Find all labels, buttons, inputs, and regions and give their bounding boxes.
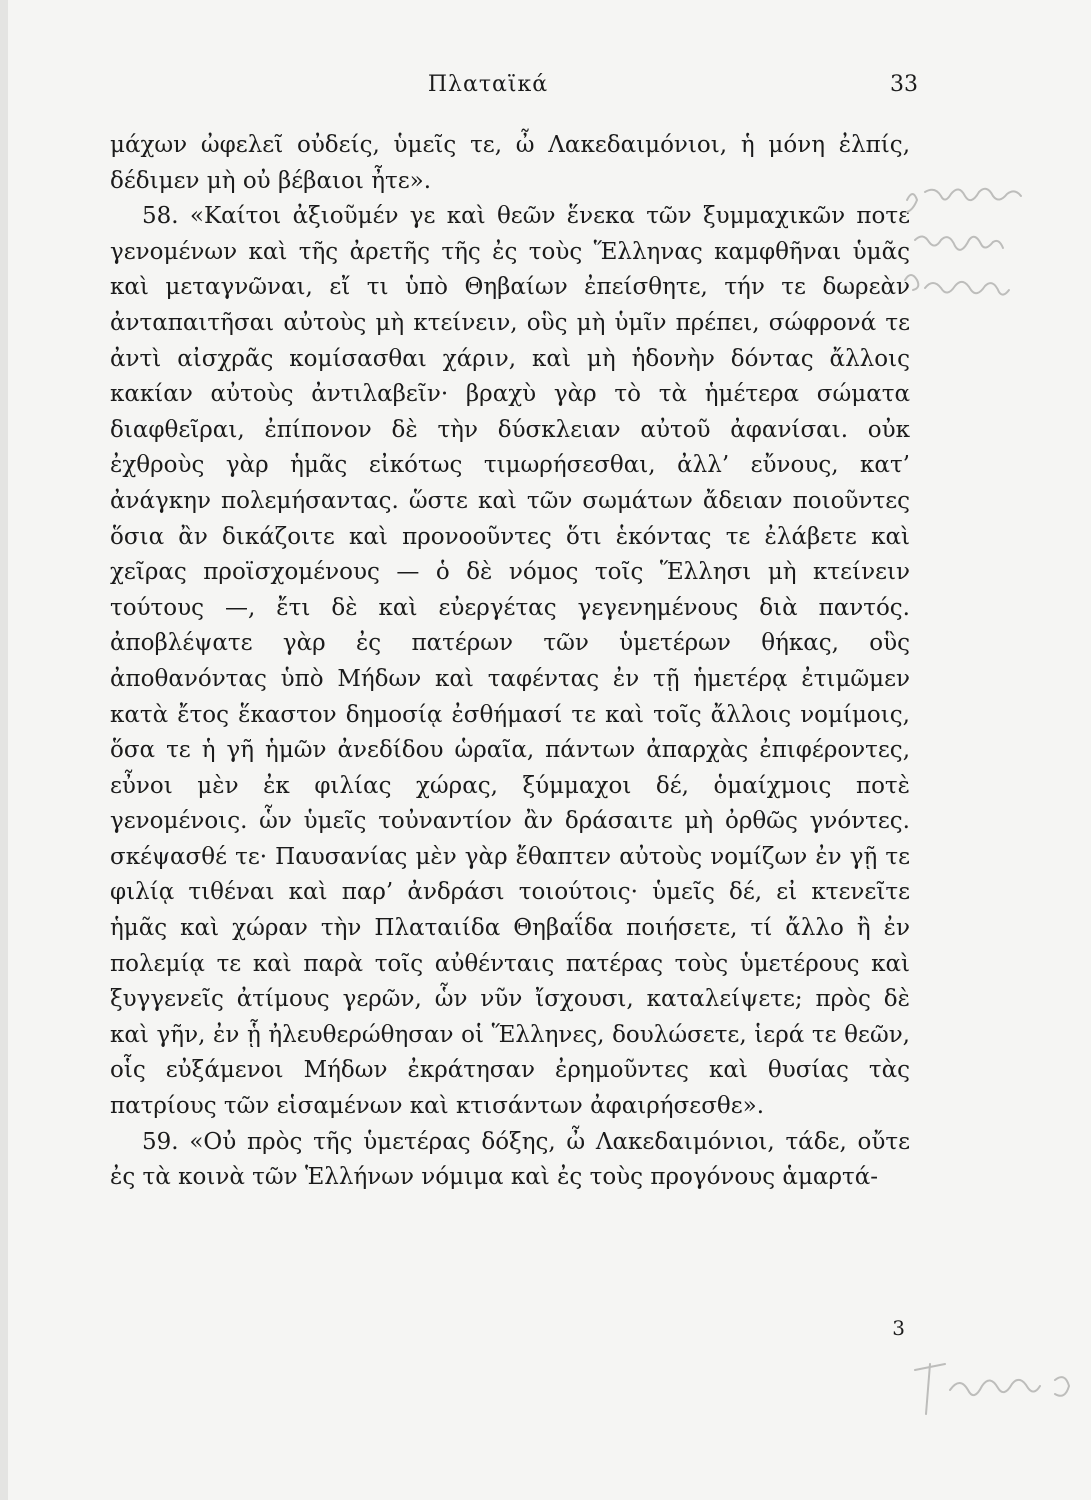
paragraph-58: 58. «Καίτοι ἀξιοῦμέν γε καὶ θεῶν ἕνεκα τῶν ξυμμαχικῶν ποτε γενομένων καὶ τῆς ἀρετῆς τῆς ἐς τοὺς Ἕλληνας καμφθῆναι ὑμᾶς καὶ μεταγνῶναι, εἴ τι ὑπὸ Θηβαίων ἐπείσθητε, τήν τε δωρεὰν ἀνταπαιτῆσαι αὐτοὺς μὴ κτείνειν, οὓς μὴ ὑμῖν πρέπει, σώφρονά τε ἀντὶ αἰσχρᾶς κομίσασθαι χάριν, καὶ μὴ ἡδονὴν δόντας ἄλλοις κακίαν αὐτοὺς ἀντιλαβεῖν· βραχὺ γὰρ τὸ τὰ ἡμέτερα σώματα διαφθεῖραι, ἐπίπονον δὲ τὴν δύσκλειαν αὐτοῦ ἀφανίσαι. οὐκ ἐχθροὺς γὰρ ἡμᾶς εἰκότως τιμωρήσεσθαι, ἀλλ’ εὔνους, κατ’ ἀνάγκην πολεμήσαντας. ὥστε καὶ τῶν σωμάτων ἄδειαν ποιοῦντες ὅσια ἂν δικάζοιτε καὶ προνοοῦντες ὅτι ἑκόντας τε ἐλάβετε καὶ χεῖρας προϊσχομένους — ὁ δὲ νόμος τοῖς Ἕλλησι μὴ κτείνειν τούτους —, ἔτι δὲ καὶ εὐεργέτας γεγενημένους διὰ παντός. ἀποβλέψατε γὰρ ἐς πατέρων τῶν ὑμετέρων θήκας, οὓς ἀποθανόντας ὑπὸ Μήδων καὶ ταφέντας ἐν τῇ ἡμετέρᾳ ἐτιμῶμεν κατὰ ἔτος ἕκαστον δημοσίᾳ ἐσθήμασί τε καὶ τοῖς ἄλλοις νομίμοις, ὅσα τε ἡ γῆ ἡμῶν ἀνεδίδου ὡραῖα, πάντων ἀπαρχὰς ἐπιφέροντες, εὖνοι μὲν ἐκ φιλίας χώρας, ξύμμαχοι δέ, ὁμαίχμοις ποτὲ γενομένοις. ὧν ὑμεῖς τοὐναντίον ἂν δράσαιτε μὴ ὀρθῶς γνόντες. σκέψασθέ τε· Παυσανίας μὲν γὰρ ἔθαπτεν αὐτοὺς νομίζων ἐν γῇ τε φιλίᾳ τιθέναι καὶ παρ’ ἀνδράσι τοιούτοις· ὑμεῖς δέ, εἰ κτενεῖτε ἡμᾶς καὶ χώραν τὴν Πλαταιίδα Θηβαΐδα ποιήσετε, τί ἄλλο ἢ ἐν πολεμίᾳ τε καὶ παρὰ τοῖς αὐθένταις πατέρας τοὺς ὑμετέρους καὶ ξυγγενεῖς ἀτίμους γερῶν, ὧν νῦν ἴσχουσι, καταλείψετε; πρὸς δὲ καὶ γῆν, ἐν ᾗ ἠλευθερώθησαν οἱ Ἕλληνες, δουλώσετε, ἱερά τε θεῶν, οἷς εὐξάμενοι Μήδων ἐκράτησαν ἐρημοῦντες καὶ θυσίας τὰς πατρίους τῶν εἱσαμένων καὶ κτισάντων ἀφαιρήσεσθε». — [110, 203, 910, 1120]
page-gutter — [0, 0, 8, 1500]
main-text — [110, 128, 910, 1196]
running-head-title: Πλαταϊκά — [427, 72, 549, 97]
handwritten-marginalia-bottom — [905, 1350, 1085, 1440]
paragraph-continuation: μάχων ὠφελεῖ οὐδείς, ὑμεῖς τε, ὦ Λακεδαιμόνιοι, ἡ μόνη ἐλπίς, δέδιμεν μὴ οὐ βέβαιοι ἦτε». — [110, 132, 910, 194]
handwritten-marginalia-top — [895, 170, 1075, 340]
page-number: 33 — [890, 72, 918, 97]
signature-mark: 3 — [892, 1316, 905, 1340]
paragraph-59: 59. «Οὐ πρὸς τῆς ὑμετέρας δόξης, ὦ Λακεδαιμόνιοι, τάδε, οὔτε ἐς τὰ κοινὰ τῶν Ἑλλήνων νόμιμα καὶ ἐς τοὺς προγόνους ἁμαρτά- — [110, 1128, 910, 1191]
